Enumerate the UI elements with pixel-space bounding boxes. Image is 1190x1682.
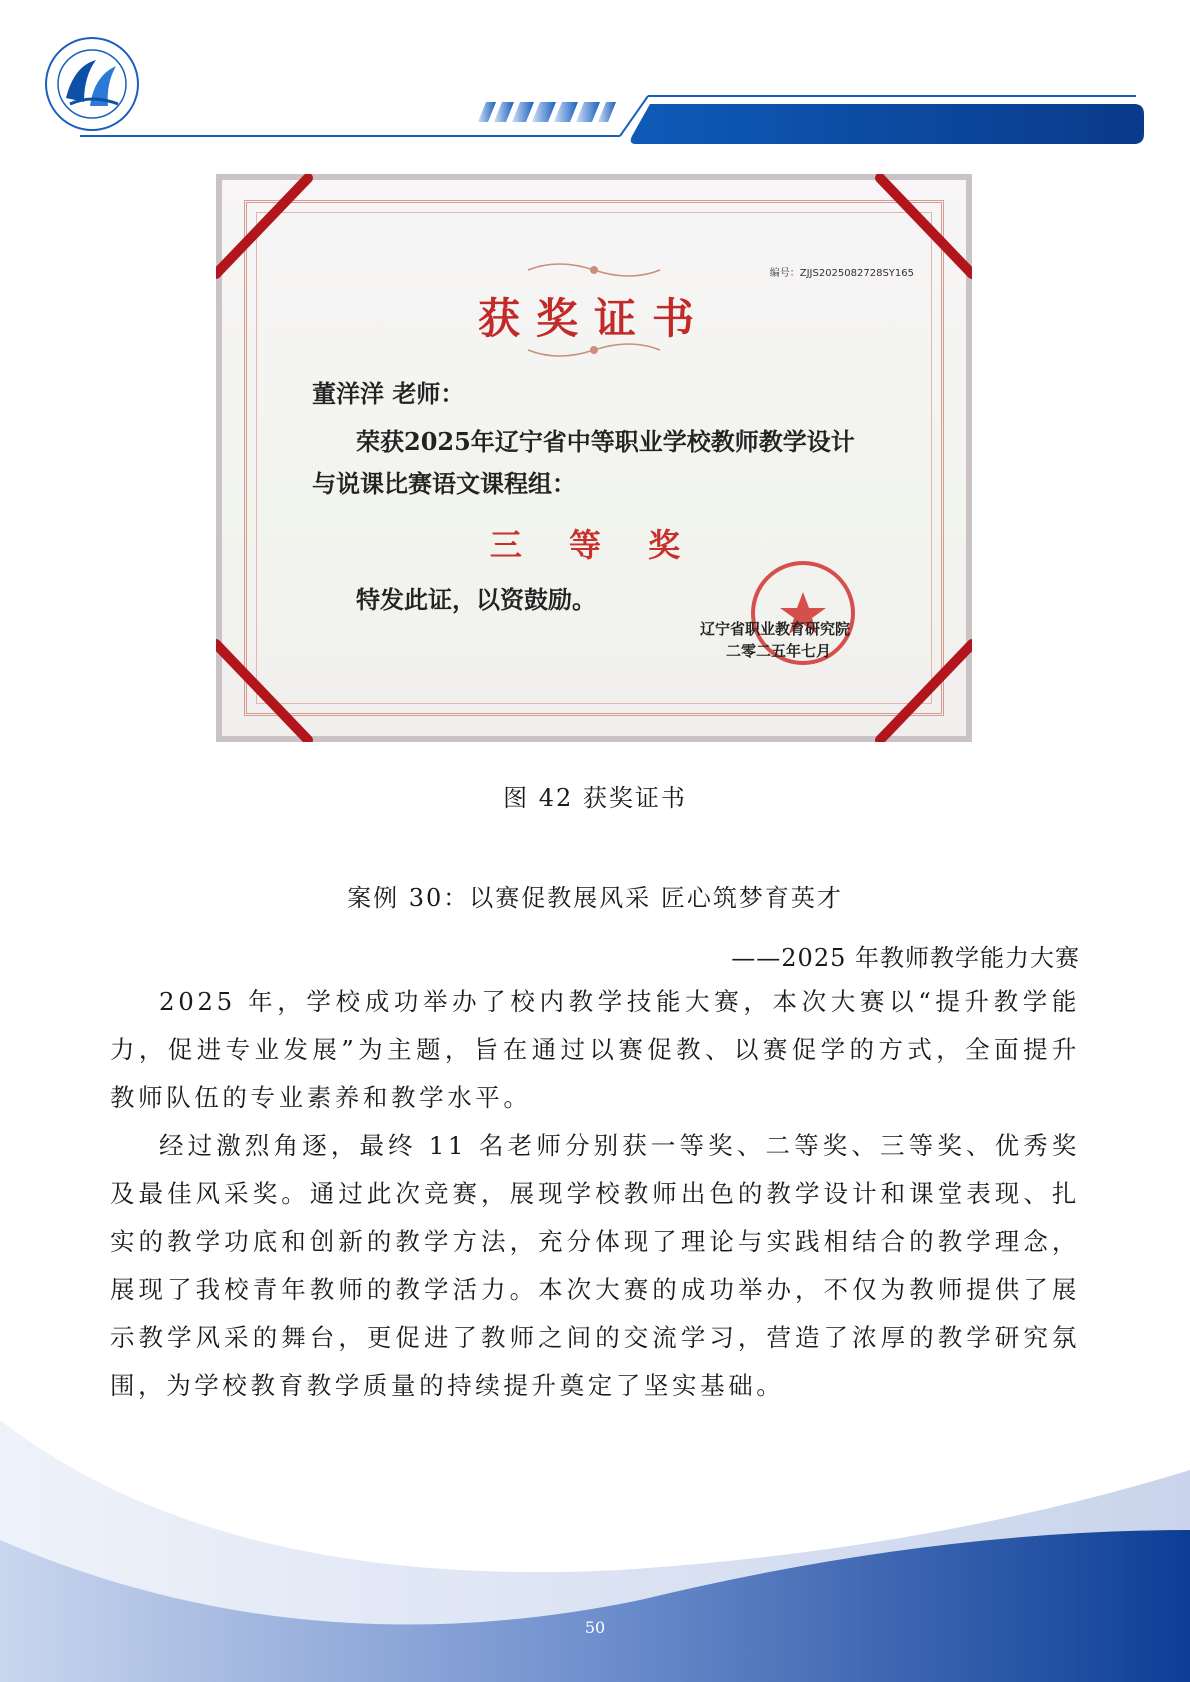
certificate-title: 获奖证书 — [477, 294, 710, 343]
certificate-serial: 编号：ZJJS2025082728SY165 — [769, 268, 914, 279]
figure-caption: 图 42 获奖证书 — [503, 784, 687, 812]
certificate-closing: 特发此证，以资鼓励。 — [356, 585, 596, 614]
page-header — [0, 0, 1190, 150]
certificate-award: 三 等 奖 — [489, 526, 699, 564]
case-body — [110, 978, 1080, 1410]
school-logo-icon — [44, 36, 140, 132]
certificate-date: 二零二五年七月 — [726, 642, 832, 660]
certificate-body-line2: 与说课比赛语文课程组： — [312, 469, 576, 498]
corner-ribbons — [216, 174, 972, 742]
case-subtitle: ——2025 年教师教学能力大赛 — [731, 944, 1080, 972]
certificate-recipient: 董洋洋 老师： — [312, 379, 465, 408]
body-paragraph: 经过激烈角逐，最终 11 名老师分别获一等奖、二等奖、三等奖、优秀奖及最佳风采奖。通过此次竞赛，展现学校教师出色的教学设计和课堂表现、扎实的教学功底和创新的教学方法，充分体现了理论与实践相结合的教学理念，展现了我校青年教师的教学活力。本次大赛的成功举办，不仅为教师提供了展示教学风采的舞台，更促进了教师之间的交流学习，营造了浓厚的教学研究氛围，为学校教育教学质量的持续提升奠定了坚实基础。 — [110, 1131, 1080, 1400]
body-paragraph: 2025 年，学校成功举办了校内教学技能大赛，本次大赛以“提升教学能力，促进专业发展”为主题，旨在通过以赛促教、以赛促学的方式，全面提升教师队伍的专业素养和教学水平。 — [110, 987, 1080, 1112]
header-decoration — [0, 0, 1190, 150]
page-number: 50 — [584, 1618, 606, 1637]
case-title: 案例 30：以赛促教展风采 匠心筑梦育英才 — [347, 884, 843, 912]
certificate-body-line1: 荣获2025年辽宁省中等职业学校教师教学设计 — [356, 427, 855, 456]
footer-wave — [0, 1420, 1190, 1682]
certificate-issuer: 辽宁省职业教育研究院 — [700, 620, 851, 638]
certificate-photo — [216, 174, 972, 742]
